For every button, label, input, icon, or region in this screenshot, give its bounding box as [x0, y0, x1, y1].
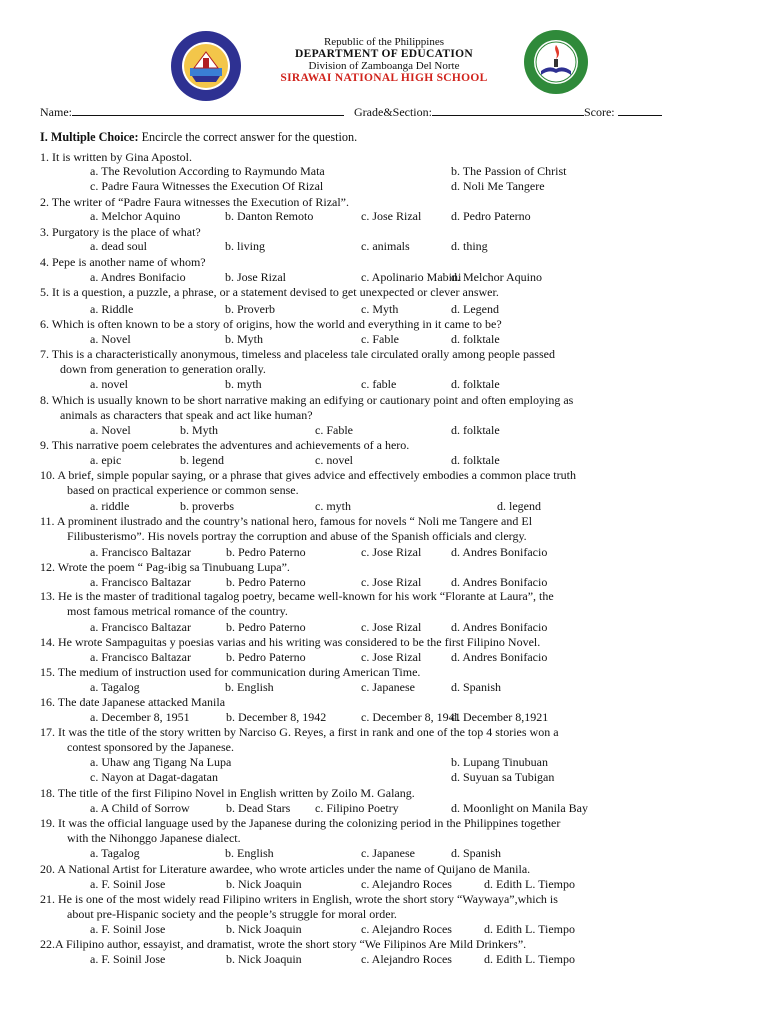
question-14-choice-c[interactable]: c. Jose Rizal: [361, 650, 422, 664]
department-line: DEPARTMENT OF EDUCATION: [295, 48, 473, 60]
question-3-choice-c[interactable]: c. animals: [361, 239, 410, 253]
question-11-text: 11. A prominent ilustrado and the country’s national hero, famous for novels “ Noli me Tangere and El: [40, 514, 533, 528]
question-7-text: 7. This is a characteristically anonymous, timeless and placeless tale circulated orally among people passed: [40, 347, 555, 361]
question-2-text: 2. The writer of “Padre Faura witnesses the Execution of Rizal”.: [40, 195, 350, 209]
question-8-choice-b[interactable]: b. Myth: [180, 423, 219, 437]
question-20-text: 20. A National Artist for Literature awardee, who wrote articles under the name of Quijano de Manila.: [40, 862, 531, 876]
question-18-text: 18. The title of the first Filipino Novel in English written by Zoilo M. Galang.: [40, 786, 415, 800]
question-4-choice-b[interactable]: b. Jose Rizal: [225, 270, 286, 284]
question-13-text-cont: most famous metrical romance of the country.: [67, 604, 288, 618]
question-6-choice-a[interactable]: a. Novel: [90, 332, 131, 346]
question-1-text: 1. It is written by Gina Apostol.: [40, 150, 192, 164]
question-9-text: 9. This narrative poem celebrates the adventures and achievements of a hero.: [40, 438, 410, 452]
question-8-text-cont: animals as characters that speak and act like human?: [60, 408, 313, 422]
question-7-choice-b[interactable]: b. myth: [225, 377, 262, 391]
question-16-choice-c[interactable]: c. December 8, 1941: [361, 710, 461, 724]
question-16-text: 16. The date Japanese attacked Manila: [40, 695, 226, 709]
question-6-choice-c[interactable]: c. Fable: [361, 332, 399, 346]
question-11-choice-b[interactable]: b. Pedro Paterno: [226, 545, 306, 559]
question-2-choice-b[interactable]: b. Danton Remoto: [225, 209, 314, 223]
question-1-choice-a[interactable]: a. The Revolution According to Raymundo Mata: [90, 164, 325, 178]
question-2-choice-d[interactable]: d. Pedro Paterno: [451, 209, 531, 223]
question-22-choice-b[interactable]: b. Nick Joaquin: [226, 952, 302, 966]
school-name: SIRAWAI NATIONAL HIGH SCHOOL: [280, 72, 488, 84]
score-field[interactable]: [618, 104, 662, 116]
question-11-text-cont: Filibusterismo”. His novels portray the corruption and abuse of the Spanish officials and clergy.: [67, 529, 527, 543]
question-14-choice-d[interactable]: d. Andres Bonifacio: [451, 650, 548, 664]
question-1-choice-d[interactable]: d. Noli Me Tangere: [451, 179, 545, 193]
question-9-choice-d[interactable]: d. folktale: [451, 453, 500, 467]
question-3-choice-b[interactable]: b. living: [225, 239, 266, 253]
question-10-text: 10. A brief, simple popular saying, or a phrase that gives advice and effectively embodies a common place truth: [40, 468, 576, 482]
question-11-choice-d[interactable]: d. Andres Bonifacio: [451, 545, 548, 559]
question-7-text-cont: down from generation to generation orally.: [60, 362, 266, 376]
question-18-choice-d[interactable]: d. Moonlight on Manila Bay: [451, 801, 588, 815]
question-15-text: 15. The medium of instruction used for communication during American Time.: [40, 665, 421, 679]
question-7-choice-c[interactable]: c. fable: [361, 377, 397, 391]
question-21-choice-c[interactable]: c. Alejandro Roces: [361, 922, 452, 936]
question-12-choice-a[interactable]: a. Francisco Baltazar: [90, 575, 191, 589]
question-7-choice-a[interactable]: a. novel: [90, 377, 128, 391]
question-16-choice-a[interactable]: a. December 8, 1951: [90, 710, 190, 724]
question-8-text: 8. Which is usually known to be short narrative making an edifying or cautionary point and often employing as: [40, 393, 574, 407]
question-16-choice-b[interactable]: b. December 8, 1942: [226, 710, 327, 724]
question-4-text: 4. Pepe is another name of whom?: [40, 255, 206, 269]
question-9-choice-b[interactable]: b. legend: [180, 453, 224, 467]
question-21-text: 21. He is one of the most widely read Filipino writers in English, wrote the short story “Waywaya”,which is: [40, 892, 558, 906]
question-5-choice-c[interactable]: c. Myth: [361, 302, 399, 316]
question-15-choice-d[interactable]: d. Spanish: [451, 680, 502, 694]
question-12-text: 12. Wrote the poem “ Pag-ibig sa Tinubuang Lupa”.: [40, 560, 290, 574]
section-heading: I. Multiple Choice:: [40, 130, 139, 144]
question-8-choice-c[interactable]: c. Fable: [315, 423, 353, 437]
grade-section-label: Grade&Section:: [354, 105, 432, 119]
student-info-line: [40, 104, 662, 120]
question-21-choice-a[interactable]: a. F. Soinil Jose: [90, 922, 166, 936]
question-4-choice-a[interactable]: a. Andres Bonifacio: [90, 270, 186, 284]
question-22-choice-a[interactable]: a. F. Soinil Jose: [90, 952, 166, 966]
question-10-choice-c[interactable]: c. myth: [315, 499, 351, 513]
question-19-choice-c[interactable]: c. Japanese: [361, 846, 415, 860]
score-label: Score:: [583, 105, 615, 119]
question-20-choice-d[interactable]: d. Edith L. Tiempo: [484, 877, 576, 891]
name-label: Name:: [40, 105, 72, 119]
question-12-choice-b[interactable]: b. Pedro Paterno: [226, 575, 306, 589]
question-13-choice-b[interactable]: b. Pedro Paterno: [226, 620, 306, 634]
question-20-choice-b[interactable]: b. Nick Joaquin: [226, 877, 302, 891]
school-seal-logo: [523, 29, 589, 95]
question-10-text-cont: based on practical experience or common sense.: [67, 483, 299, 497]
question-17-choice-a[interactable]: a. Uhaw ang Tigang Na Lupa: [90, 755, 232, 769]
question-19-text: 19. It was the official language used by the Japanese during the colonizing period in the Philippines together: [40, 816, 561, 830]
question-2-choice-a[interactable]: a. Melchor Aquino: [90, 209, 181, 223]
question-17-text: 17. It was the title of the story written by Narciso G. Reyes, a first in rank and one of the top 4 stories won a: [40, 725, 559, 739]
question-10-choice-a[interactable]: a. riddle: [90, 499, 130, 513]
question-10-choice-d[interactable]: d. legend: [497, 499, 541, 513]
question-15-choice-b[interactable]: b. English: [225, 680, 274, 694]
question-22-choice-d[interactable]: d. Edith L. Tiempo: [484, 952, 576, 966]
question-10-choice-b[interactable]: b. proverbs: [180, 499, 234, 513]
section-instruction: Encircle the correct answer for the question.: [141, 130, 358, 144]
question-17-text-cont: contest sponsored by the Japanese.: [67, 740, 234, 754]
document-header: [0, 36, 768, 84]
question-8-choice-a[interactable]: a. Novel: [90, 423, 131, 437]
question-3-choice-d[interactable]: d. thing: [451, 239, 488, 253]
question-4-choice-d[interactable]: d. Melchor Aquino: [451, 270, 542, 284]
question-6-choice-d[interactable]: d. folktale: [451, 332, 500, 346]
question-21-choice-b[interactable]: b. Nick Joaquin: [226, 922, 302, 936]
question-3-choice-a[interactable]: a. dead soul: [90, 239, 147, 253]
question-15-choice-a[interactable]: a. Tagalog: [90, 680, 140, 694]
question-5-text: 5. It is a question, a puzzle, a phrase, or a statement devised to get unexpected or clever answer.: [40, 285, 499, 299]
question-17-choice-c[interactable]: c. Nayon at Dagat-dagatan: [90, 770, 218, 784]
republic-line: Republic of the Philippines: [323, 36, 445, 48]
question-19-choice-b[interactable]: b. English: [225, 846, 274, 860]
question-21-text-cont: about pre-Hispanic society and the people’s struggle for moral order.: [67, 907, 397, 921]
question-11-choice-c[interactable]: c. Jose Rizal: [361, 545, 422, 559]
question-2-choice-c[interactable]: c. Jose Rizal: [361, 209, 422, 223]
question-20-choice-a[interactable]: a. F. Soinil Jose: [90, 877, 166, 891]
question-15-choice-c[interactable]: c. Japanese: [361, 680, 415, 694]
division-line: Division of Zamboanga Del Norte: [308, 60, 460, 72]
question-5-choice-a[interactable]: a. Riddle: [90, 302, 134, 316]
question-6-choice-b[interactable]: b. Myth: [225, 332, 264, 346]
question-13-choice-c[interactable]: c. Jose Rizal: [361, 620, 422, 634]
grade-section-field[interactable]: [432, 104, 584, 116]
question-19-choice-d[interactable]: d. Spanish: [451, 846, 502, 860]
question-4-choice-c[interactable]: c. Apolinario Mabini: [361, 270, 462, 284]
question-5-choice-b[interactable]: b. Proverb: [225, 302, 275, 316]
question-19-text-cont: with the Nihonggo Japanese dialect.: [67, 831, 241, 845]
question-8-choice-d[interactable]: d. folktale: [451, 423, 500, 437]
question-17-choice-b[interactable]: b. Lupang Tinubuan: [451, 755, 549, 769]
question-14-choice-b[interactable]: b. Pedro Paterno: [226, 650, 306, 664]
name-field[interactable]: [72, 104, 344, 116]
question-13-choice-d[interactable]: d. Andres Bonifacio: [451, 620, 548, 634]
question-18-choice-b[interactable]: b. Dead Stars: [226, 801, 291, 815]
question-9-choice-a[interactable]: a. epic: [90, 453, 122, 467]
question-22-text: 22.A Filipino author, essayist, and dramatist, wrote the short story “We Filipinos Are Mild Drinkers”.: [40, 937, 527, 951]
question-18-choice-a[interactable]: a. A Child of Sorrow: [90, 801, 190, 815]
question-6-text: 6. Which is often known to be a story of origins, how the world and everything in it came to be?: [40, 317, 502, 331]
question-1-choice-b[interactable]: b. The Passion of Christ: [451, 164, 567, 178]
question-7-choice-d[interactable]: d. folktale: [451, 377, 500, 391]
question-17-choice-d[interactable]: d. Suyuan sa Tubigan: [451, 770, 555, 784]
question-13-text: 13. He is the master of traditional tagalog poetry, became well-known for his work “Florante at Laura”, the: [40, 589, 554, 603]
section-title: [40, 130, 357, 145]
question-19-choice-a[interactable]: a. Tagalog: [90, 846, 140, 860]
question-9-choice-c[interactable]: c. novel: [315, 453, 353, 467]
question-1-choice-c[interactable]: c. Padre Faura Witnesses the Execution Of Rizal: [90, 179, 324, 193]
question-11-choice-a[interactable]: a. Francisco Baltazar: [90, 545, 191, 559]
question-5-choice-d[interactable]: d. Legend: [451, 302, 499, 316]
question-3-text: 3. Purgatory is the place of what?: [40, 225, 201, 239]
question-12-choice-d[interactable]: d. Andres Bonifacio: [451, 575, 548, 589]
question-14-text: 14. He wrote Sampaguitas y poesias varias and his writing was considered to be the first Filipino Novel.: [40, 635, 541, 649]
question-12-choice-c[interactable]: c. Jose Rizal: [361, 575, 422, 589]
question-18-choice-c[interactable]: c. Filipino Poetry: [315, 801, 399, 815]
question-21-choice-d[interactable]: d. Edith L. Tiempo: [484, 922, 576, 936]
question-14-choice-a[interactable]: a. Francisco Baltazar: [90, 650, 191, 664]
question-16-choice-d[interactable]: d. December 8,1921: [451, 710, 549, 724]
question-13-choice-a[interactable]: a. Francisco Baltazar: [90, 620, 191, 634]
question-20-choice-c[interactable]: c. Alejandro Roces: [361, 877, 452, 891]
question-22-choice-c[interactable]: c. Alejandro Roces: [361, 952, 452, 966]
